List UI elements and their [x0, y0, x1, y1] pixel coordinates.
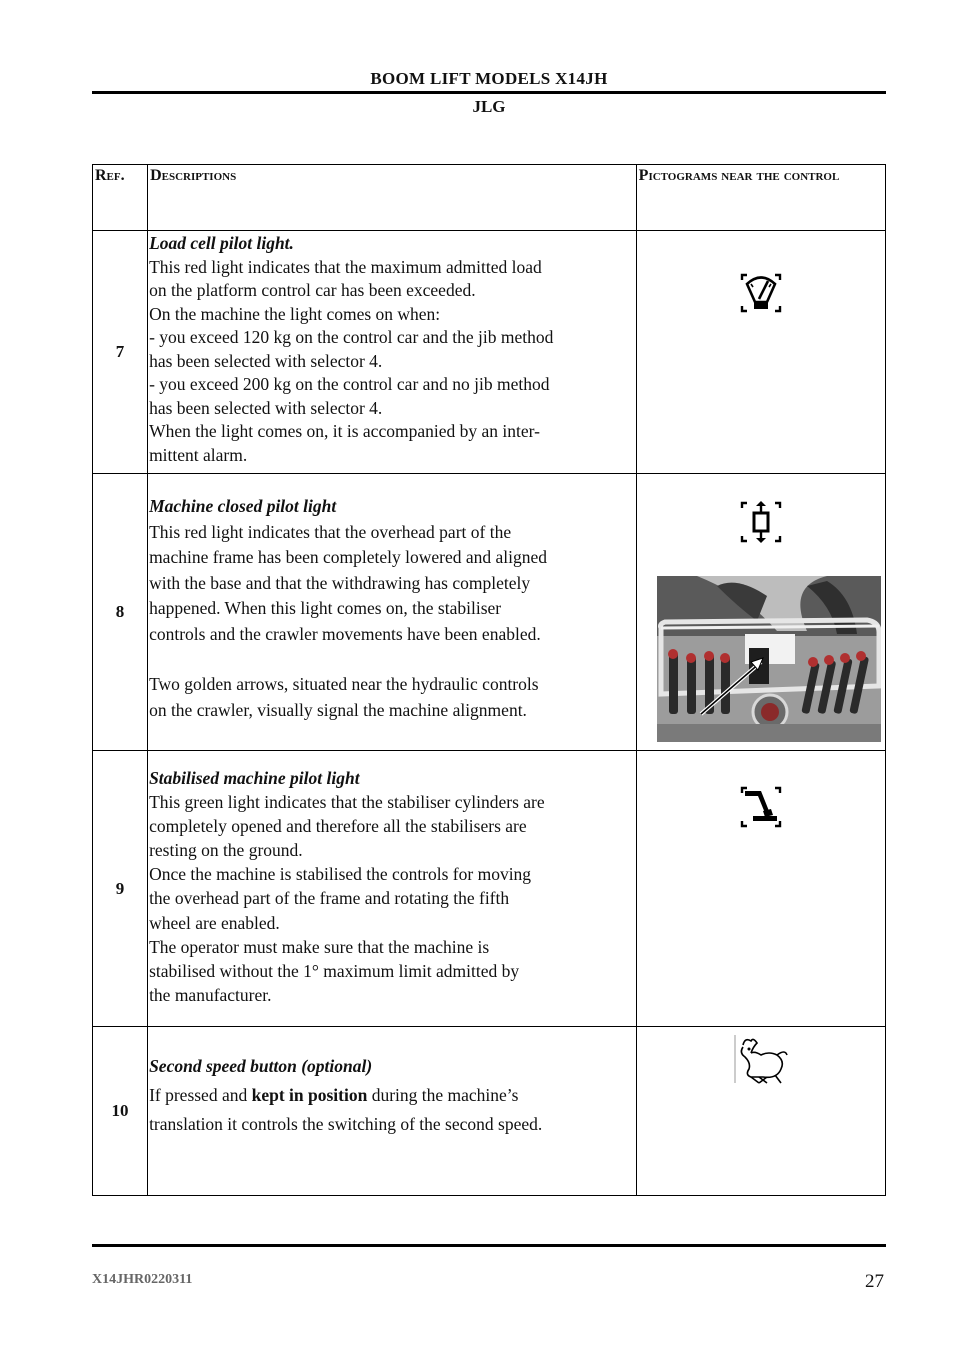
row-ref: 8: [93, 474, 148, 751]
row-title: Second speed button (optional): [149, 1056, 373, 1076]
desc-line: This red light indicates that the maximum admitted load: [149, 256, 542, 277]
hare-icon: [733, 1033, 789, 1087]
row-description: [148, 474, 637, 751]
page-footer: [92, 1244, 886, 1292]
page-number: 27: [865, 1271, 884, 1292]
desc-line: with the base and that the withdrawing has completely: [149, 572, 531, 593]
row-ref: 10: [93, 1027, 148, 1196]
desc-line: the overhead part of the frame and rotating the fifth: [149, 888, 510, 909]
desc-line: This green light indicates that the stabiliser cylinders are: [149, 792, 545, 813]
desc-line: machine frame has been completely lowered and aligned: [149, 547, 548, 567]
col-pic-header: Pictograms near the control: [636, 165, 885, 231]
row-title: Machine closed pilot light: [149, 496, 337, 516]
desc-line: the manufacturer.: [149, 984, 272, 1005]
row-pictogram: [636, 231, 885, 474]
desc-line: - you exceed 120 kg on the control car and the jib method: [149, 327, 554, 347]
document-title: BOOM LIFT MODELS X14JH: [370, 69, 608, 88]
desc-line: When the light comes on, it is accompanied by an inter-: [149, 421, 540, 441]
col-ref-header: Ref.: [93, 165, 148, 231]
row-pictogram: [636, 1027, 885, 1196]
desc-line: has been selected with selector 4.: [149, 350, 383, 371]
row-description: [148, 1027, 637, 1196]
desc-line: completely opened and therefore all the stabilisers are: [149, 816, 527, 837]
stabiliser-icon: [739, 785, 783, 829]
desc-line: controls and the crawler movements have been enabled.: [149, 623, 541, 644]
desc-line: on the platform control car has been exceeded.: [149, 280, 476, 300]
table-row: [93, 474, 886, 751]
desc-bold-text: kept in position: [251, 1085, 368, 1105]
table-row: [93, 1027, 886, 1196]
desc-line: [149, 1081, 636, 1110]
row-description: [148, 751, 637, 1027]
desc-text: If pressed and: [149, 1085, 252, 1105]
controls-table: [92, 164, 886, 1196]
row-pictogram: [636, 751, 885, 1027]
brand-name: JLG: [472, 97, 506, 116]
col-desc-header: Descriptions: [148, 165, 637, 231]
desc-line: resting on the ground.: [149, 840, 303, 861]
table-row: [93, 231, 886, 474]
desc-line: On the machine the light comes on when:: [149, 303, 441, 324]
load-gauge-icon: [739, 272, 783, 314]
paragraph-spacer: [149, 647, 636, 672]
desc-line: on the crawler, visually signal the machine alignment.: [149, 699, 527, 720]
desc-line: Two golden arrows, situated near the hydraulic controls: [149, 674, 539, 694]
desc-line: stabilised without the 1° maximum limit admitted by: [149, 960, 520, 981]
row-ref: 7: [93, 231, 148, 474]
page-header: [92, 68, 886, 118]
table-header-row: [93, 165, 886, 231]
hydraulic-controls-photo: [657, 576, 881, 742]
footer-rule: [92, 1244, 886, 1247]
desc-line: The operator must make sure that the machine is: [149, 936, 490, 957]
header-rule: [92, 91, 886, 94]
row-pictogram: [636, 474, 885, 751]
machine-closed-icon: [739, 500, 783, 544]
desc-line: mittent alarm.: [149, 444, 248, 465]
row-description: [148, 231, 637, 474]
desc-line: has been selected with selector 4.: [149, 397, 383, 418]
desc-line: happened. When this light comes on, the stabiliser: [149, 598, 502, 618]
row-title: Load cell pilot light.: [149, 233, 294, 253]
desc-line: - you exceed 200 kg on the control car and no jib method: [149, 374, 550, 394]
desc-line: translation it controls the switching of the second speed.: [149, 1114, 543, 1134]
desc-line: This red light indicates that the overhead part of the: [149, 521, 512, 542]
table-row: [93, 751, 886, 1027]
desc-text: during the machine’s: [367, 1085, 519, 1105]
desc-line: wheel are enabled.: [149, 912, 280, 933]
document-code: X14JHR0220311: [92, 1272, 193, 1287]
row-title: Stabilised machine pilot light: [149, 768, 360, 788]
row-ref: 9: [93, 751, 148, 1027]
desc-line: Once the machine is stabilised the controls for moving: [149, 864, 532, 885]
